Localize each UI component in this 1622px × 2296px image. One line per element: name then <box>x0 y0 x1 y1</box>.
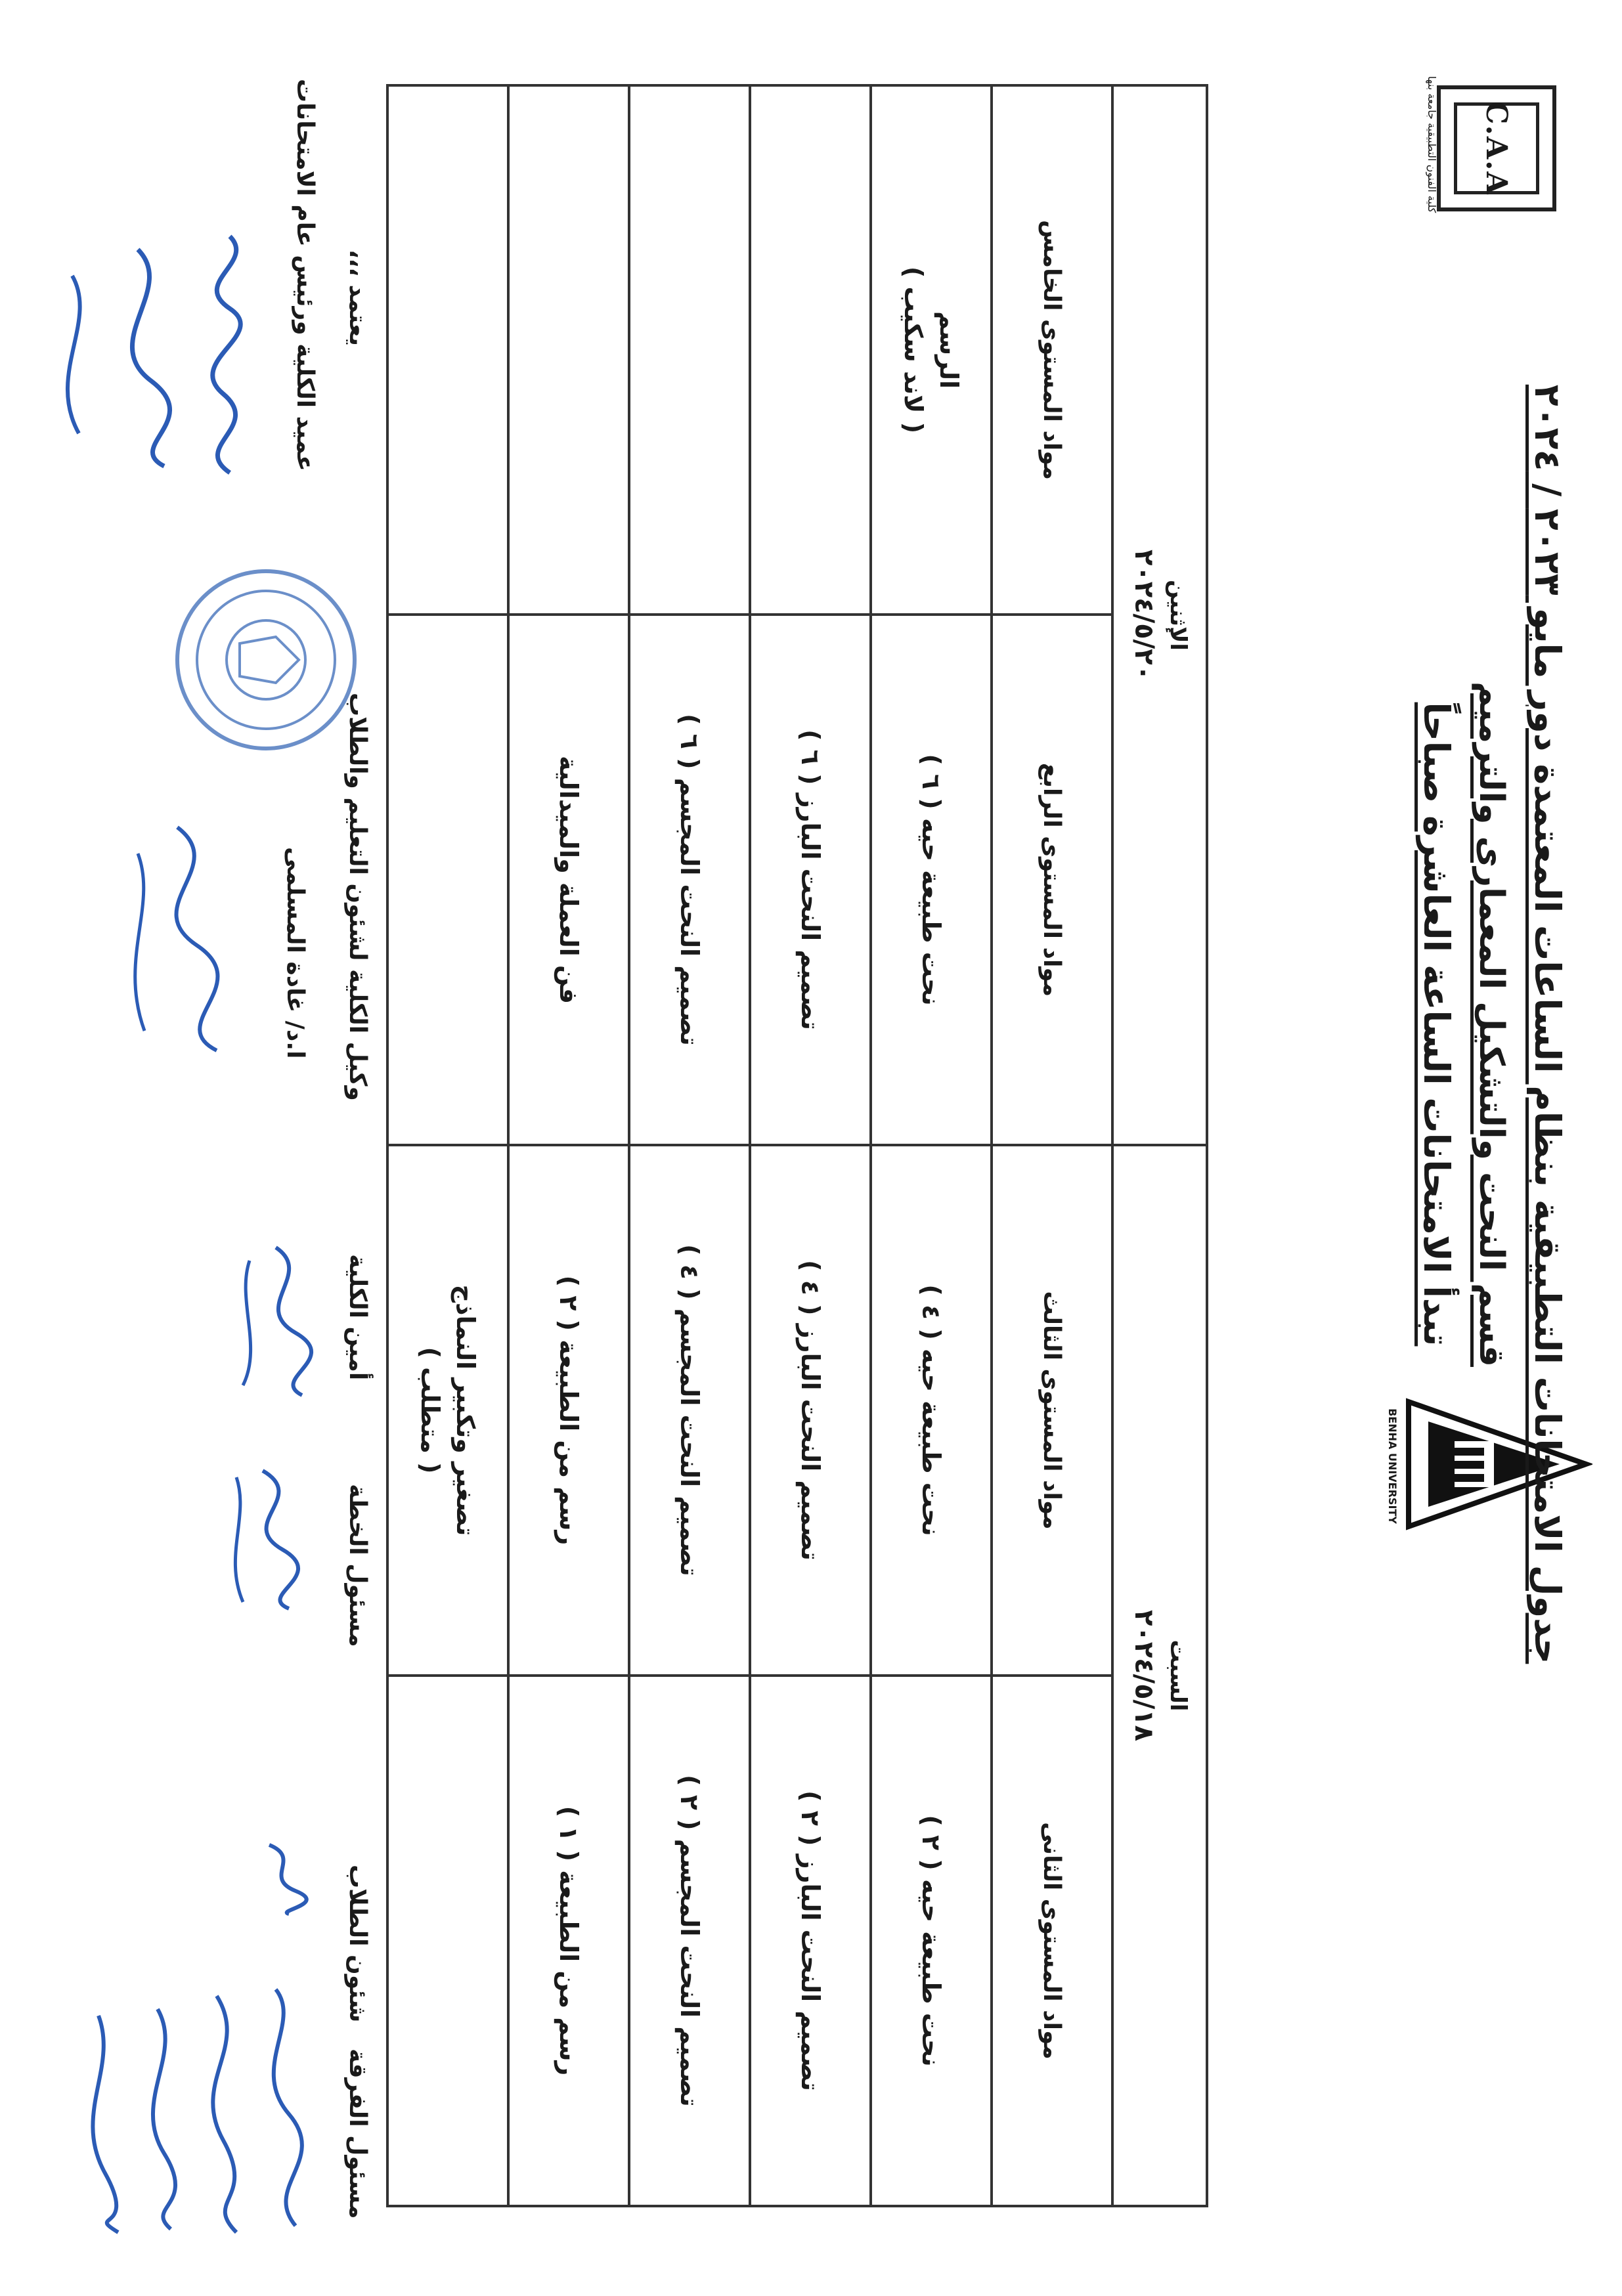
official-seal-icon <box>171 565 361 755</box>
table-row <box>387 85 508 2206</box>
table-cell <box>387 85 508 615</box>
table-cell: فن العملة والميدالية <box>508 615 629 1145</box>
table-cell: رسم من الطبيعة ( ٢ ) <box>508 1145 629 1676</box>
faculty-logo <box>1437 85 1556 211</box>
document-header <box>1408 368 1576 1681</box>
plan-official-label: مسئول الخطة <box>344 1484 371 1647</box>
table-cell <box>750 85 871 615</box>
day-name: الإثنين <box>1165 579 1191 651</box>
vice-dean-signature <box>112 814 256 1064</box>
table-cell <box>387 615 508 1145</box>
table-row <box>508 85 629 2206</box>
table-row <box>750 85 871 2206</box>
table-cell: نحت طبيعة حيه ( ٢ ) <box>871 1676 992 2206</box>
table-cell: نحت طبيعة حيه ( ٤ ) <box>871 1145 992 1676</box>
dean-title: عميد الكلية ورئيس عام الامتحانات <box>292 79 318 471</box>
table-cell: تصميم النحت البارز ( ٢ ) <box>750 1676 871 2206</box>
table-row <box>992 85 1112 2206</box>
faculty-logo-caption: كلية الفنون التطبيقية جامعة بنها <box>1426 76 1438 213</box>
table-cell: رسم من الطبيعة ( ١ ) <box>508 1676 629 2206</box>
department-title: قسم النحت والتشكيل المعمارى والترميم <box>1472 682 1511 1367</box>
table-cell: تصميم النحت البارز ( ٦ ) <box>750 615 871 1145</box>
level-4-header: مواد المستوى الرابع <box>992 615 1112 1145</box>
table-row <box>871 85 992 2206</box>
table-cell <box>871 85 992 615</box>
cell-line: ( لاند سكيب ) <box>899 266 928 434</box>
level-3-header: مواد المستوى الثالث <box>992 1145 1112 1676</box>
level-5-header: مواد المستوى الخامس <box>992 85 1112 615</box>
plan-official-signature <box>217 1458 322 1615</box>
table-cell <box>629 85 750 615</box>
exam-schedule-table <box>386 84 1208 2207</box>
approval-label: يعتمد ،،، <box>344 249 371 347</box>
day-date: ٢٠٢٤/٥/١٨ <box>1129 1609 1159 1742</box>
table-cell: تصميم النحت المجسم ( ٢ ) <box>629 1676 750 2206</box>
class-official-signature <box>39 1970 315 2245</box>
day-date: ٢٠٢٤/٥/٢٠ <box>1129 549 1159 682</box>
vice-dean-title: وكيل الكلية لشئون التعليم والطلاب <box>344 693 371 1101</box>
table-cell: نحت طبيعة حيه ( ٦ ) <box>871 615 992 1145</box>
dean-signature <box>20 210 269 486</box>
level-2-header: مواد المستوى الثانى <box>992 1676 1112 2206</box>
vice-dean-name: ا.د/ غادة المسلمى <box>282 847 309 1059</box>
college-secretary-label: أمين الكلية <box>344 1254 371 1381</box>
table-cell <box>387 1145 508 1676</box>
cell-line: ( متطلب ) <box>416 1347 445 1474</box>
day-name: السبت <box>1165 1639 1191 1712</box>
day-header-saturday <box>1112 1145 1207 2206</box>
cell-line: الرسم <box>934 311 963 389</box>
cell-line: تصغير وتكبير النماذج <box>451 1284 480 1536</box>
table-row <box>629 85 750 2206</box>
document-title: جدول الامتحانات التطبيقية بنظام الساعات المعتمدة دور مايو ٢٠٢٣ / ٢٠٢٤ <box>1527 384 1568 1664</box>
exam-start-time: تبدأ الامتحانات الساعة العاشرة صباحاً <box>1416 702 1457 1347</box>
table-cell <box>387 1676 508 2206</box>
table-cell <box>508 85 629 615</box>
table-cell: تصميم النحت المجسم ( ٤ ) <box>629 1145 750 1676</box>
day-header-row <box>1112 85 1207 2206</box>
class-official-label: مسئول الفرقة <box>344 2048 371 2219</box>
student-affairs-label: شئون الطلاب <box>344 1865 371 2023</box>
table-cell: تصميم النحت المجسم ( ٦ ) <box>629 615 750 1145</box>
benha-university-caption: BENHA UNIVERSITY <box>1386 1408 1399 1524</box>
day-header-monday <box>1112 85 1207 1145</box>
faculty-logo-text: C.A.A <box>1454 102 1539 194</box>
student-affairs-signature <box>250 1838 315 1917</box>
table-cell: تصميم النحت البارز ( ٤ ) <box>750 1145 871 1676</box>
college-secretary-signature <box>230 1234 328 1405</box>
